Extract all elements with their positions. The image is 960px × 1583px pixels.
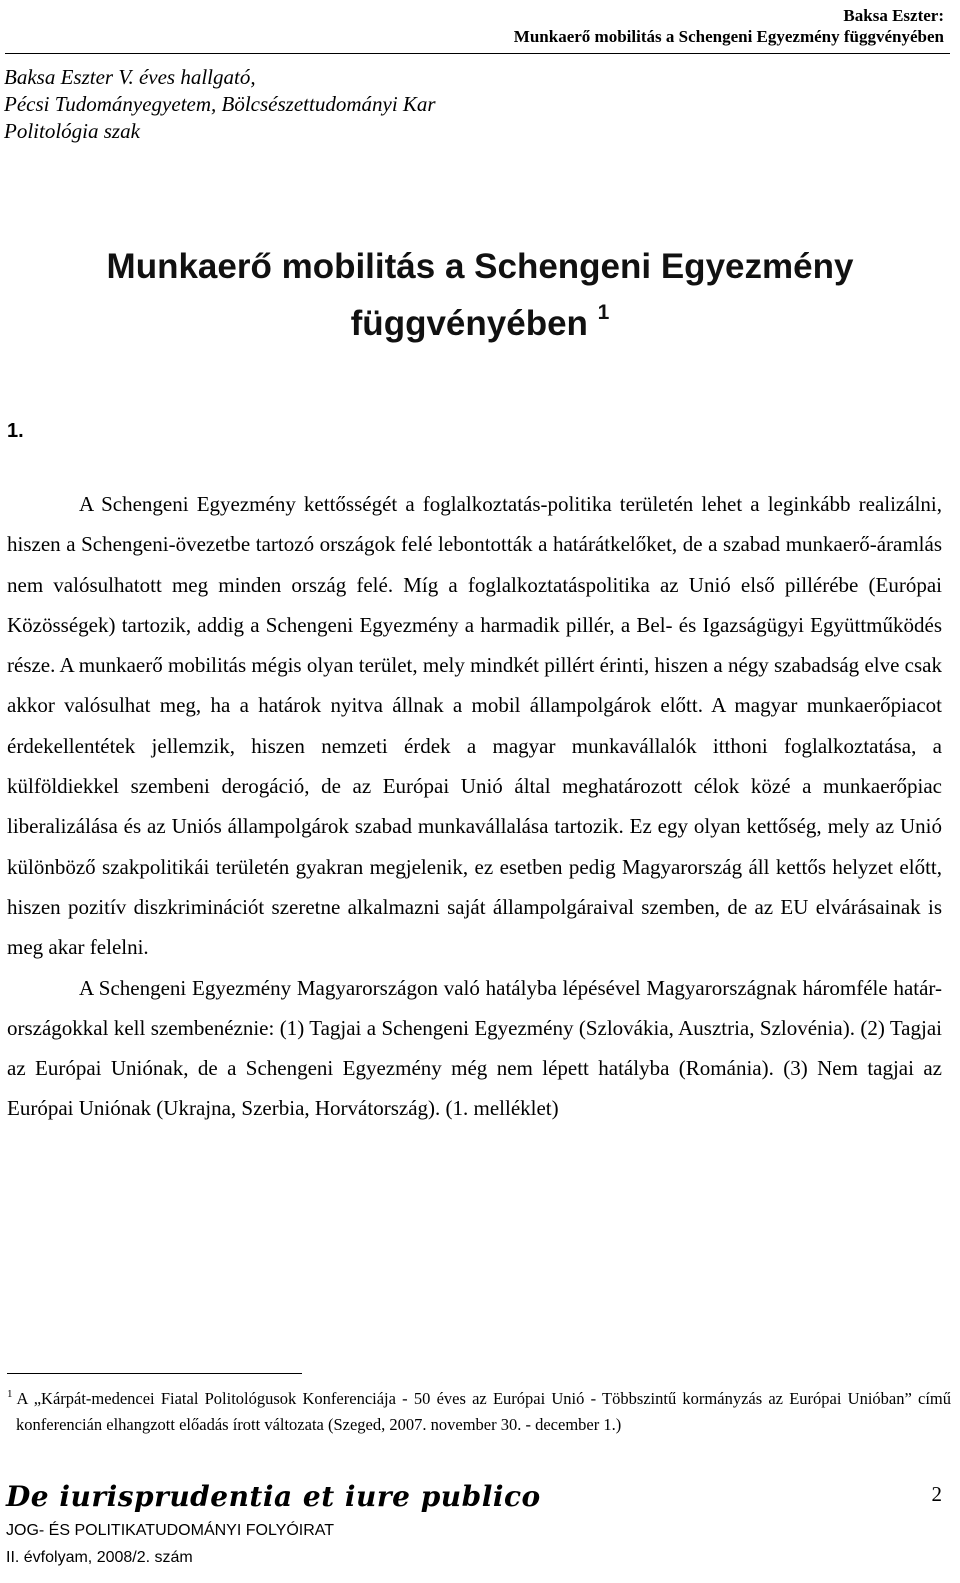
header-author: Baksa Eszter: [843,6,944,25]
footnote-divider [7,1373,302,1374]
author-line-university: Pécsi Tudományegyetem, Bölcsészettudományi Kar [4,92,436,116]
page-number: 2 [931,1482,942,1506]
footnote [7,1381,951,1438]
journal-subtitle: JOG- ÉS POLITIKATUDOMÁNYI FOLYÓIRAT [6,1522,335,1539]
journal-issue: II. évfolyam, 2008/2. szám [6,1549,193,1566]
header-title: Munkaerő mobilitás a Schengeni Egyezmény függvényében [513,27,944,46]
author-block [4,64,436,145]
journal-name: De iurisprudentia et iure publico [6,1480,541,1513]
article-title-line1: Munkaerő mobilitás a Schengeni Egyezmény [106,247,854,286]
body-text [7,484,942,1129]
article-title-line2-text: függvényében [350,304,588,343]
footnote-text: A „Kárpát-medencei Fiatal Politológusok Konferenciája - 50 éves az Európai Unió - Többszintű kormányzás az Európai Unióban” című konferencián elhangzott előadás írott változata (Szeged, 2007. november 30. - december 1.) [16,1389,951,1434]
article-title [0,244,960,347]
paragraph: A Schengeni Egyezmény kettősségét a foglalkoztatás-politika területén lehet a leginkább realizálni, hiszen a Schengeni-övezetbe tartozó országok felé lebontották a határátkelőket, de a szabad munkaerő-áramlás nem valósulhatott meg minden ország felé. Míg a foglalkoztatáspolitika az Unió első pillérébe (Európai Közösségek) tartozik, addig a Schengeni Egyezmény a harmadik pillér, a Bel- és Igazságügyi Együttműködés része. A munkaerő mobilitás mégis olyan terület, mely mindkét pillért érinti, hiszen a négy szabadság elve csak akkor valósulhat meg, ha a határok nyitva állnak a mobil állampolgárok előtt. A magyar munkaerőpiacot érdekellentétek jellemzik, hiszen nemzeti érdek a magyar munkavállalók itthoni foglalkoztatása, a külföldiekkel szembeni derogáció, de az Európai Unió által meghatározott célok közé a munkaerőpiac liberalizálása és az Uniós állampolgárok szabad munkavállalása tartozik. Ez egy olyan kettőség, mely az Unió különböző szakpolitikái területén gyakran megjelenik, ez esetben pedig Magyarország áll kettős helyzet előtt, hiszen pozitív diszkriminációt szeretne alkalmazni saját állampolgáraival szemben, de az EU elvárásainak is meg akar felelni. [7,492,942,960]
article-title-line2 [0,290,960,347]
author-line-name: Baksa Eszter V. éves hallgató, [4,65,256,89]
title-footnote-mark[interactable]: 1 [597,301,610,324]
author-line-program: Politológia szak [4,119,140,143]
section-number: 1. [7,420,24,442]
running-header [5,0,950,54]
paragraph: A Schengeni Egyezmény Magyarországon való hatályba lépésével Magyarországnak háromféle határ-országokkal kell szembenéznie: (1) Tagjai a Schengeni Egyezmény (Szlovákia, Ausztria, Szlovénia). (2) Tagjai az Európai Uniónak, de a Schengeni Egyezmény még nem lépett hatályba (Románia). (3) Nem tagjai az Európai Uniónak (Ukrajna, Szerbia, Horvátország). (1. melléklet) [7,975,942,1121]
footnote-mark: 1 [7,1388,13,1400]
